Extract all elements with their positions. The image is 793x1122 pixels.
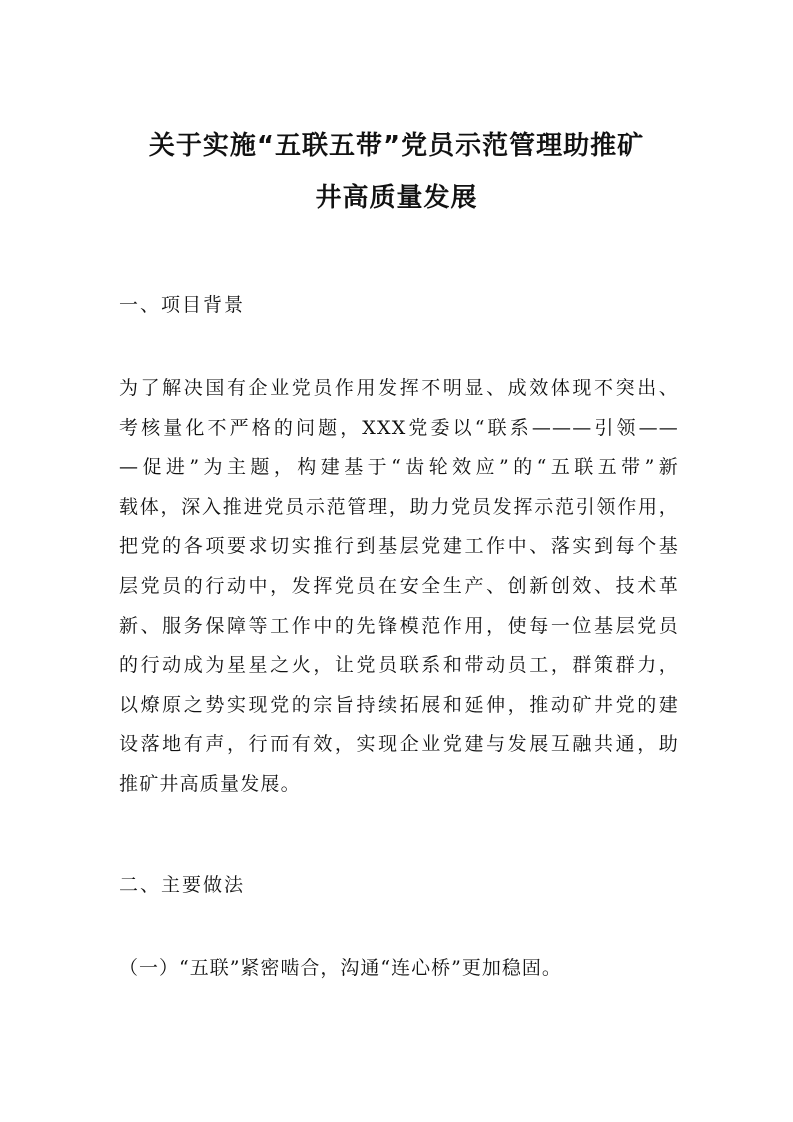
paragraph-line: 推矿井高质量发展。 xyxy=(119,772,301,795)
paragraph-line: 设落地有声，行而有效，实现企业党建与发展互融共通，助 xyxy=(119,733,679,756)
section-heading-main-practices: 二、主要做法 xyxy=(119,874,246,896)
paragraph-line: 层党员的行动中，发挥党员在安全生产、创新创效、技术革 xyxy=(119,574,679,597)
subsection-heading-five-links: （一）“五联”紧密啮合，沟通“连心桥”更加稳固。 xyxy=(119,957,562,979)
paragraph-line: 以燎原之势实现党的宗旨持续拓展和延伸，推动矿井党的建 xyxy=(119,693,679,716)
paragraph-line: 为了解决国有企业党员作用发挥不明显、成效体现不突出、 xyxy=(119,377,679,399)
paragraph-line: 载体，深入推进党员示范管理，助力党员发挥示范引领作用， xyxy=(119,495,679,518)
paragraph-line: 的行动成为星星之火，让党员联系和带动员工，群策群力， xyxy=(119,654,679,677)
document-title-line-1: 关于实施“五联五带”党员示范管理助推矿 xyxy=(148,131,645,161)
background-paragraph xyxy=(119,369,679,805)
paragraph-line: 把党的各项要求切实推行到基层党建工作中、落实到每个基 xyxy=(119,535,679,558)
section-heading-background: 一、项目背景 xyxy=(119,294,246,316)
paragraph-line: 考核量化不严格的问题，XXX党委以“联系———引领—— xyxy=(119,416,679,439)
document-title-line-2: 井高质量发展 xyxy=(315,183,478,213)
paragraph-line: 新、服务保障等工作中的先锋模范作用，使每一位基层党员 xyxy=(119,614,679,637)
paragraph-line: —促进”为主题，构建基于“齿轮效应”的“五联五带”新 xyxy=(119,456,679,479)
